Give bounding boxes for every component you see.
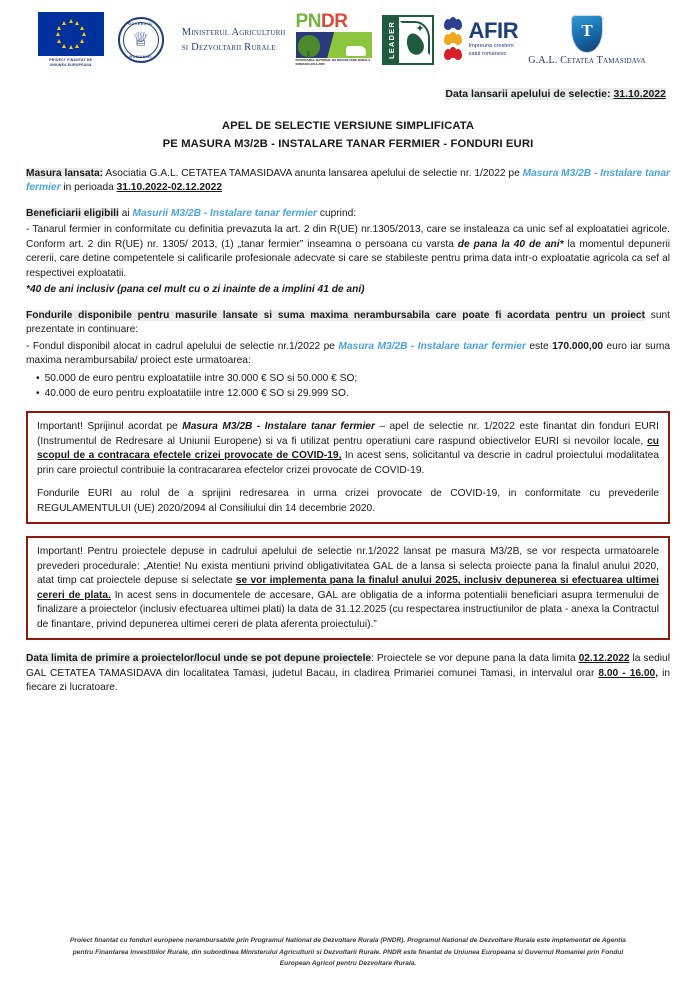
beneficiari-body-2: la momentul depunerii cererii, care detine competentele si calificarile profesionale adecvate si care se stabileste pentru prima data intr-o exploatatie agricola ca sef al respectivei exploatatii. xyxy=(26,238,670,279)
important-box-proceduri xyxy=(26,536,670,640)
data-limita-heading: Data limita de primire a proiectelor/locul unde se pot depune proiectele xyxy=(26,653,372,665)
eagle-icon: ♕ xyxy=(132,29,150,51)
fonduri-bullet-list xyxy=(26,371,670,402)
eu-flag-icon xyxy=(38,12,104,56)
wheat-icon xyxy=(444,17,466,63)
gal-name-text: G.A.L. Cetatea Tamasidava xyxy=(528,54,646,66)
eu-flag-logo xyxy=(38,12,106,67)
box-euri-p1-c: In acest sens, solicitantul va descrie in cadrul proiectului modalitatea prin care proiectul contribuie la contracararea efectelor crizei provocate de COVID-19. xyxy=(37,450,659,476)
afir-wordmark: AFIR xyxy=(468,18,519,43)
eu-star-icon xyxy=(62,21,66,25)
fonduri-body-2: este xyxy=(525,340,553,352)
wheat-ear-icon xyxy=(444,32,464,44)
important-box-euri xyxy=(26,411,670,524)
eu-star-icon xyxy=(69,19,73,23)
beneficiari-text-1: ai xyxy=(118,207,133,219)
launch-date-value: 31.10.2022 xyxy=(613,88,666,100)
fonduri-measure-link: Masura M3/2B - Instalare tanar fermier xyxy=(338,340,526,352)
beneficiari-age-emphasis: de pana la 40 de ani* xyxy=(457,238,564,250)
afir-tagline-1: Impreuna crestem xyxy=(468,42,514,49)
eu-star-icon xyxy=(80,39,84,43)
eu-star-icon xyxy=(80,26,84,30)
box-euri-paragraph-2: Fondurile EURI au rolul de a sprijini redresarea in urma crizei provocate de COVID-19, in conformitate cu prevederile REGULAMENTULUI (UE) 2020/2094 al Consiliului din 14 decembrie 2020. xyxy=(37,488,659,514)
page-footer: Proiect finantat cu fonduri europene nerambursabile prin Programul National de Dezvoltare Rurala (PNDR). Programul National de Dezvoltare Rurala este implementat de Agentia pentru Finantarea Investitiilor Rurale, din subordinea Ministerului Agriculturii si Dezvoltarii Rurale. PNDR este finantat de Uniunea Europeana si Guvernul Romaniei prin Fondul European Agricol pentru Dezvoltare Rurala. xyxy=(70,937,626,968)
title-line-1: APEL DE SELECTIE VERSIUNE SIMPLIFICATA xyxy=(221,120,475,132)
document-content xyxy=(0,88,696,696)
title-line-2: PE MASURA M3/2B - INSTALARE TANAR FERMIER - FONDURI EURI xyxy=(162,137,534,150)
eu-star-icon xyxy=(62,44,66,48)
masura-lansata-text-1: Asociatia G.A.L. CETATEA TAMASIDAVA anunta lansarea apelului de selectie nr. 1/2022 pe xyxy=(103,168,523,179)
box-euri-underlined-phrase: cu scopul de a contracara efectele crizei provocate de COVID-19, xyxy=(37,435,659,462)
eu-star-icon xyxy=(75,44,79,48)
data-limita-deadline: 02.12.2022 xyxy=(578,653,630,665)
fonduri-body-1: - Fondul disponibil alocat in cadrul apelului de selectie nr.1/2022 pe xyxy=(26,340,339,352)
masura-lansata-measure-link: Masura M3/2B - Instalare tanar fermier xyxy=(26,168,670,194)
data-limita-hours: 8.00 - 16.00, xyxy=(598,667,659,679)
section-fonduri-heading xyxy=(26,309,670,338)
box-proceduri-p1-a: Important! Pentru proiectele depuse in cadrului apelului de selectie nr.1/2022 lansat pe masura M3/2B, se vor respecta urmatoarele prevederi procedurale: „Atentie! Nu exista mentiuni privind obligativitatea GAL de a lansa si selecta proiecte pana la finalul anului 2020, atat timp cat proiectele depuse si selectate xyxy=(37,546,659,587)
header-logo-strip xyxy=(0,0,696,72)
fonduri-heading-1: Fondurile disponibile pentru masurile lansate si suma maxima nerambursabila care poate fi acordata pentru un proiect xyxy=(26,309,645,321)
fonduri-amount: 170.000,00 xyxy=(552,340,604,352)
afir-logo xyxy=(444,17,519,63)
leader-wordmark: LEADER xyxy=(386,20,396,60)
beneficiari-text-2: cuprind: xyxy=(317,207,357,219)
launch-date-label: Data lansarii apelului de selectie: xyxy=(445,88,611,100)
page-title xyxy=(26,118,670,153)
pndr-caption: PROGRAMUL NATIONAL DE DEZVOLTARE RURALA ROMANIA 2014-2020 xyxy=(295,58,371,67)
data-limita-text-3: in fiecare zi lucratoare. xyxy=(26,667,671,694)
box-euri-p1-a: Important! Sprijinul acordat pe xyxy=(37,421,183,433)
data-limita-colon: : Proiectele se vor depune pana la data limita xyxy=(371,653,579,665)
masura-lansata-text-2: in perioada xyxy=(60,182,117,194)
ministry-line-2: si Dezvoltarii Rurale xyxy=(181,42,276,53)
leader-star-icon: ✦ xyxy=(415,23,425,35)
afir-tagline-2: satul romanesc xyxy=(468,51,507,58)
guvernul-romaniei-seal xyxy=(116,17,164,63)
launch-date-line xyxy=(26,88,666,100)
leader-logo xyxy=(382,15,434,65)
seal-bottom-text: ROMANIEI xyxy=(129,54,153,59)
wheat-ear-icon xyxy=(444,47,464,59)
eu-star-icon xyxy=(75,21,79,25)
pndr-wordmark: PNDR xyxy=(295,11,348,33)
eu-star-icon xyxy=(57,39,61,43)
beneficiari-footnote: *40 de ani inclusiv (pana cel mult cu o zi inainte de a implini 41 de ani) xyxy=(26,284,365,296)
ministerul-agriculturii-text xyxy=(174,25,286,55)
section-fonduri-body xyxy=(26,340,670,369)
wheat-ear-icon xyxy=(444,17,464,29)
pndr-illustration-icon xyxy=(296,32,372,58)
shield-letter: T xyxy=(581,20,593,40)
eu-flag-caption: PROIECT FINANTAT DE UNIUNEA EUROPEANA xyxy=(49,58,93,67)
eu-star-icon xyxy=(56,32,60,36)
beneficiari-heading: Beneficiarii eligibili xyxy=(26,207,119,219)
section-beneficiari-heading xyxy=(26,207,670,221)
gal-cetatea-tamasidava-logo xyxy=(528,15,658,66)
box-proceduri-paragraph-1 xyxy=(37,545,659,632)
beneficiari-body-1: - Tanarul fermier in conformitate cu definitia prevazuta la art. 2 din R(UE) nr.1305/2013, care se instaleaza ca unic sef al exploatatiei agricole. Conform art. 2 din R(UE) nr. 1305/ 2013, (1) „tanar fermier” inseamna o persoana cu varsta xyxy=(26,224,670,250)
section-masura-lansata xyxy=(26,167,670,196)
box-proceduri-underlined-phrase: se vor implementa pana la finalul anului 2025, inclusiv depunerea si efectuarea ultimei cereri de plata. xyxy=(37,575,659,601)
list-item: • 40.000 de euro pentru exploatatiile intre 12.000 € SO si 29.999 SO. xyxy=(36,386,670,401)
seal-top-text: GUVERNUL xyxy=(128,21,154,26)
section-data-limita xyxy=(26,652,670,695)
list-item: • 50.000 de euro pentru exploatatiile intre 30.000 € SO si 50.000 € SO; xyxy=(36,371,670,386)
eu-star-icon xyxy=(69,45,73,49)
beneficiari-measure-link: Masurii M3/2B - Instalare tanar fermier xyxy=(132,207,318,219)
box-euri-paragraph-1 xyxy=(37,420,659,478)
box-euri-measure: Masura M3/2B - Instalare tanar fermier xyxy=(182,421,375,433)
shield-icon xyxy=(571,15,603,53)
masura-lansata-heading: Masura lansata: xyxy=(26,168,104,179)
eu-star-icon xyxy=(57,26,61,30)
fonduri-body-3: euro iar suma maxima nerambursabila/ proiect este urmatoarea: xyxy=(26,340,670,367)
ministry-line-1: Ministerul Agriculturii xyxy=(181,26,286,38)
section-beneficiari-body xyxy=(26,223,670,281)
eu-star-icon xyxy=(82,32,86,36)
fonduri-heading-2: sunt prezentate in continuare: xyxy=(26,309,670,336)
box-euri-p1-b: – apel de selectie nr. 1/2022 este finantat din fonduri EURI (Instrumentul de Redresare al Uniunii Europene) si va fi utilizat pentru operatiuni care raspund obiectivelor EURI si nevoilor locale, xyxy=(37,421,659,447)
data-limita-text-2: la sediul GAL CETATEA TAMASIDAVA din localitatea Tamasi, judetul Bacau, in cladirea Primariei comunei Tamasi, in intervalul orar xyxy=(26,653,670,679)
box-proceduri-p1-b: In acest sens in documentele de accesare, GAL are obligatia de a informa potentialii beneficiari asupra termenului de finalizare a proiectelor (inclusiv efectuarea ultimei plati) la data de 31.12.2025 (cu respectarea instructiunilor de plata - anexa la Contractul de finantare, privind depunerea ultimei cereri de plata aferenta proiectului).” xyxy=(37,589,659,630)
pndr-logo xyxy=(296,13,372,67)
masura-lansata-period: 31.10.2022-02.12.2022 xyxy=(116,182,222,194)
